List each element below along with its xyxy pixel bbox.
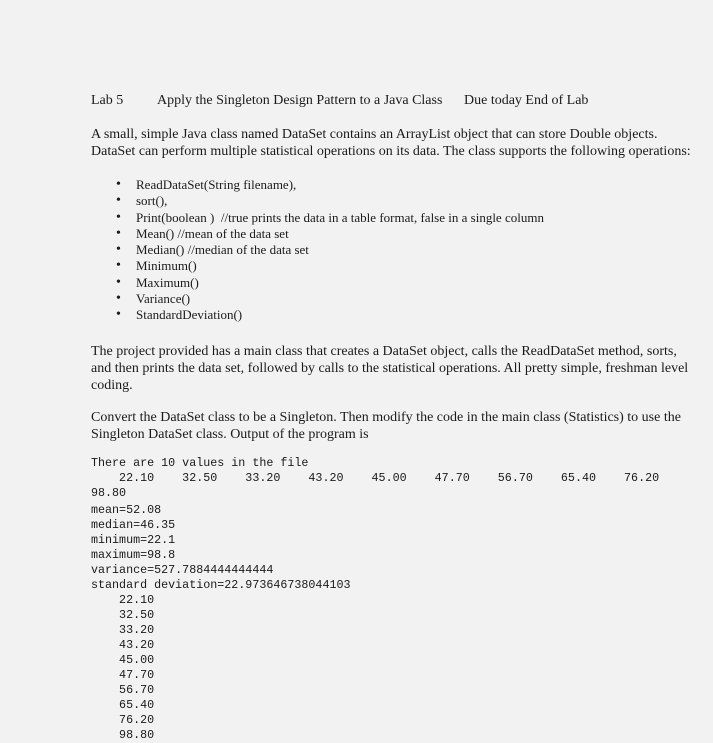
convert-paragraph: Convert the DataSet class to be a Singleton. Then modify the code in the main class (Statistics) to use the Singleton DataSet class. Output of the program is <box>91 410 681 442</box>
column-value: 32.50 <box>91 608 155 622</box>
operations-list <box>116 177 544 324</box>
operation-item: • Maximum() <box>116 275 544 291</box>
project-paragraph: The project provided has a main class that creates a DataSet object, calls the ReadDataSet method, sorts, and then prints the data set, followed by calls to the statistical operations. All pretty simple, freshman level coding. <box>91 344 689 393</box>
output-row-line: 22.10 32.50 33.20 43.20 45.00 47.70 56.70 65.40 76.20 <box>91 471 660 485</box>
column-value: 65.40 <box>91 698 155 712</box>
stat-minimum: minimum=22.1 <box>91 533 176 547</box>
operation-item: • sort(), <box>116 193 544 209</box>
operation-item: • Variance() <box>116 291 544 307</box>
output-count-line: There are 10 values in the file <box>91 456 309 470</box>
operation-item: • Minimum() <box>116 258 544 274</box>
operation-item: • ReadDataSet(String filename), <box>116 177 544 193</box>
operation-item: • StandardDeviation() <box>116 307 544 323</box>
column-value: 76.20 <box>91 713 155 727</box>
intro-paragraph: A small, simple Java class named DataSet contains an ArrayList object that can store Double objects. DataSet can perform multiple statistical operations on its data. The class supports the following operations: <box>91 127 691 159</box>
output-stats <box>91 503 351 593</box>
column-value: 47.70 <box>91 668 155 682</box>
lab-title: Apply the Singleton Design Pattern to a Java Class <box>157 93 443 108</box>
operation-item: • Mean() //mean of the data set <box>116 226 544 242</box>
output-row-wrap: 98.80 <box>91 486 127 500</box>
lab-number: Lab 5 <box>91 93 124 108</box>
stat-maximum: maximum=98.8 <box>91 548 176 562</box>
column-value: 56.70 <box>91 683 155 697</box>
lab-due: Due today End of Lab <box>464 93 589 108</box>
stat-median: median=46.35 <box>91 518 176 532</box>
output-table <box>91 456 659 501</box>
stat-std-deviation: standard deviation=22.973646738044103 <box>91 578 351 592</box>
output-column <box>91 593 154 743</box>
column-value: 22.10 <box>91 593 155 607</box>
stat-variance: variance=527.7884444444444 <box>91 563 274 577</box>
column-value: 45.00 <box>91 653 155 667</box>
stat-mean: mean=52.08 <box>91 503 162 517</box>
operation-item: • Median() //median of the data set <box>116 242 544 258</box>
column-value: 98.80 <box>91 728 155 742</box>
lab-header <box>91 93 588 109</box>
column-value: 33.20 <box>91 623 155 637</box>
operation-item: • Print(boolean ) //true prints the data in a table format, false in a single column <box>116 210 544 226</box>
column-value: 43.20 <box>91 638 155 652</box>
